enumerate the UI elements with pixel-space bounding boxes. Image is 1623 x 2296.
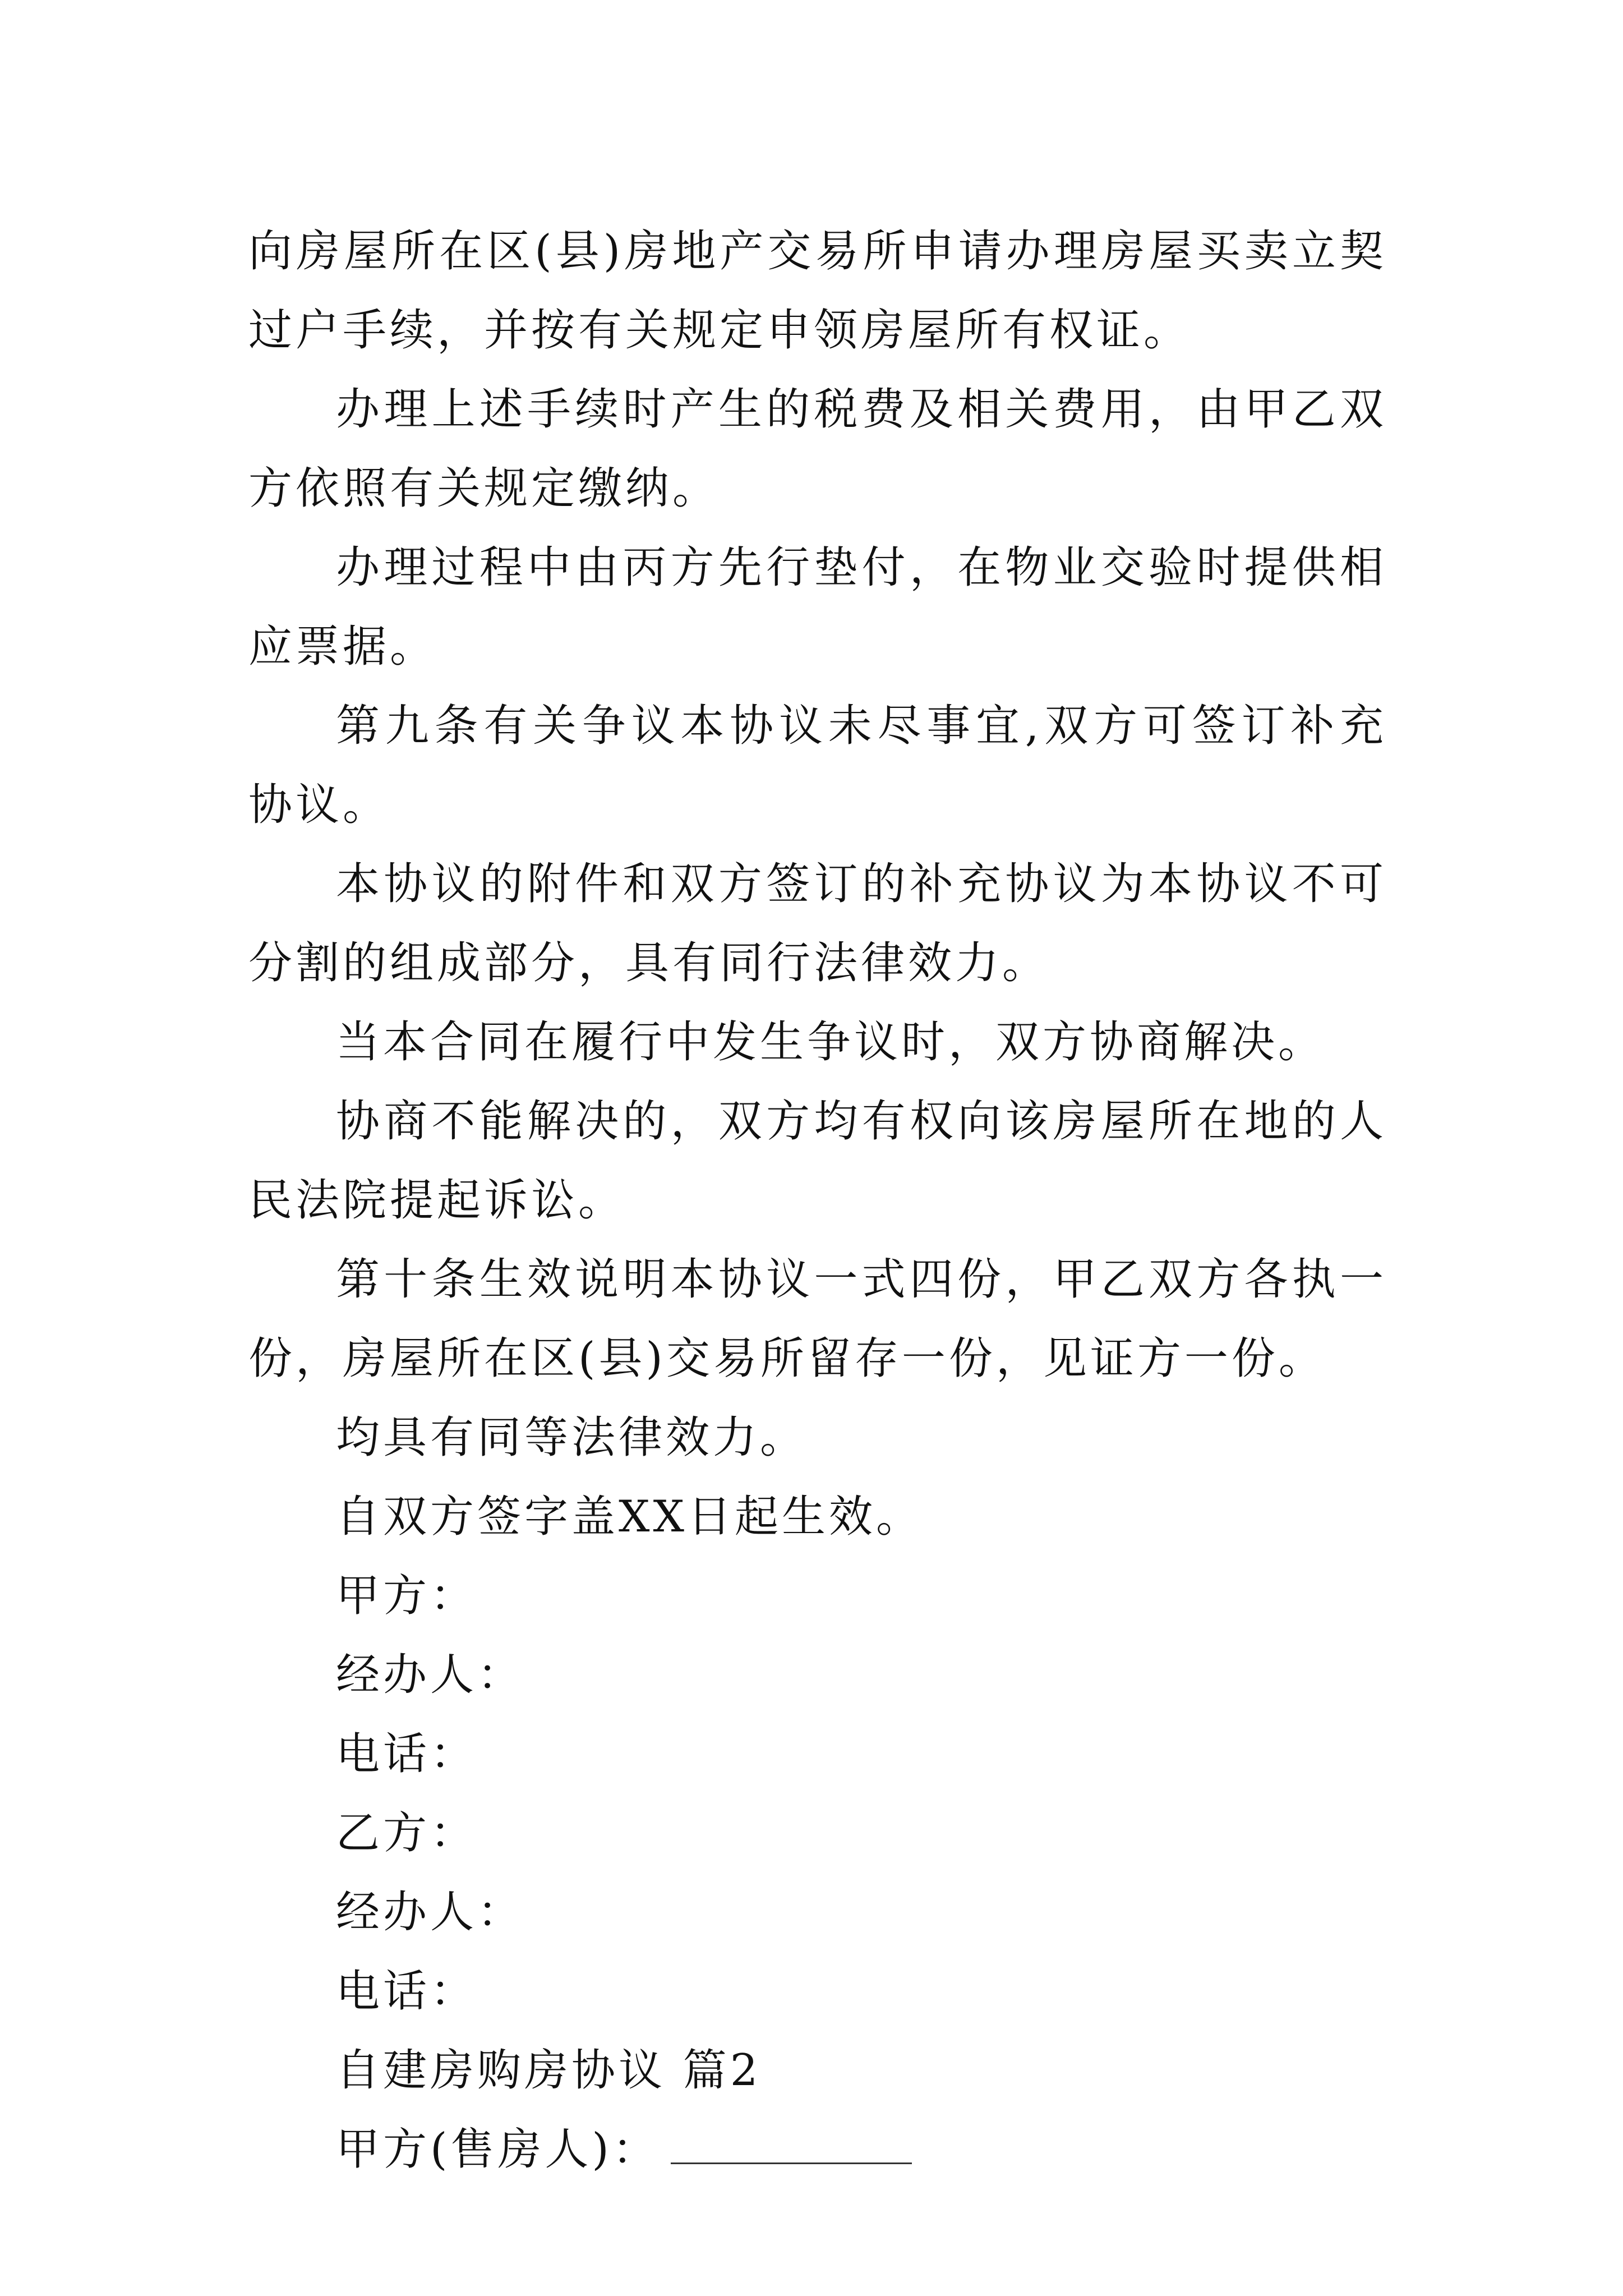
party-a-label: 甲方： — [336, 1571, 478, 1621]
paragraph-litigation: 协商不能解决的，双方均有权向该房屋所在地的人民法院提起诉讼。 — [248, 1096, 1387, 1226]
paragraph-transfer-procedure: 向房屋所在区(县)房地产交易所申请办理房屋买卖立契过户手续，并按有关规定申领房屋所有权证。 — [248, 226, 1387, 356]
seller-blank-line — [671, 2123, 912, 2164]
paragraph-article-ten: 第十条生效说明本协议一式四份，甲乙双方各执一份，房屋所在区(县)交易所留存一份，见证方一份。 — [248, 1254, 1387, 1384]
party-b-phone-label: 电话： — [336, 1966, 478, 2017]
seller-label: 甲方(售房人)： — [336, 2124, 660, 2175]
section-heading-part-two: 自建房购房协议 篇2 — [336, 2045, 762, 2096]
paragraph-supplementary-agreement: 本协议的附件和双方签订的补充协议为本协议不可分割的组成部分，具有同行法律效力。 — [248, 859, 1387, 988]
paragraph-article-nine: 第九条有关争议本协议未尽事宜,双方可签订补充协议。 — [248, 701, 1387, 830]
party-a-agent-label: 经办人： — [336, 1650, 525, 1700]
paragraph-effective-date: 自双方签字盖XX日起生效。 — [336, 1492, 924, 1542]
party-b-agent-label: 经办人： — [336, 1887, 525, 1938]
party-b-label: 乙方： — [336, 1808, 478, 1858]
paragraph-advance-payment: 办理过程中由丙方先行垫付，在物业交验时提供相应票据。 — [248, 542, 1387, 672]
paragraph-legal-effect: 均具有同等法律效力。 — [336, 1412, 808, 1463]
seller-line — [248, 2110, 1387, 2189]
paragraph-dispute-negotiation: 当本合同在履行中发生争议时，双方协商解决。 — [336, 1017, 1326, 1068]
paragraph-taxes-fees: 办理上述手续时产生的税费及相关费用，由甲乙双方依照有关规定缴纳。 — [248, 384, 1387, 514]
party-a-phone-label: 电话： — [336, 1729, 478, 1779]
document-body — [248, 212, 1387, 2189]
